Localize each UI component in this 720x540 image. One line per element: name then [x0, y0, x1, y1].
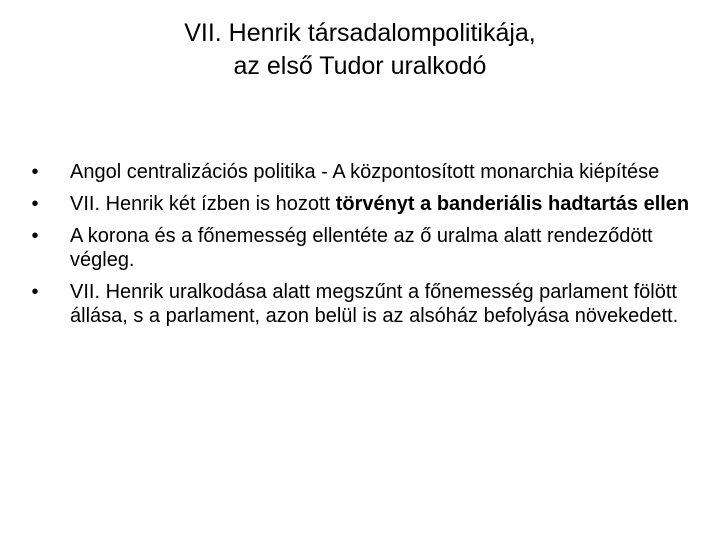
bullet-list [27, 160, 692, 336]
bullet-text-2-normal: VII. Henrik két ízben is hozott [70, 193, 336, 215]
bullet-icon: • [31, 225, 39, 247]
bullet-icon: • [31, 161, 39, 183]
slide-title [100, 17, 620, 83]
slide-title-line-1: VII. Henrik társadalompolitikája, [184, 19, 536, 47]
bullet-text-1: Angol centralizációs politika - A központosított monarchia kiépítése [70, 161, 660, 183]
bullet-item-2 [27, 192, 692, 216]
bullet-item-4 [27, 280, 692, 328]
bullet-item-3 [27, 224, 692, 272]
bullet-text-3: A korona és a főnemesség ellentéte az ő uralma alatt rendeződött végleg. [70, 225, 653, 271]
bullet-icon: • [31, 193, 39, 215]
bullet-text-2-bold: törvényt a banderiális hadtartás ellen [335, 193, 690, 215]
bullet-text-2 [70, 192, 692, 216]
slide-title-line-2: az első Tudor uralkodó [233, 52, 487, 80]
bullet-icon: • [31, 281, 39, 303]
bullet-text-4: VII. Henrik uralkodása alatt megszűnt a főnemesség parlament fölött állása, s a parlament, azon belül is az alsóház befolyása növekedett. [70, 281, 679, 327]
bullet-item-1 [27, 160, 692, 184]
